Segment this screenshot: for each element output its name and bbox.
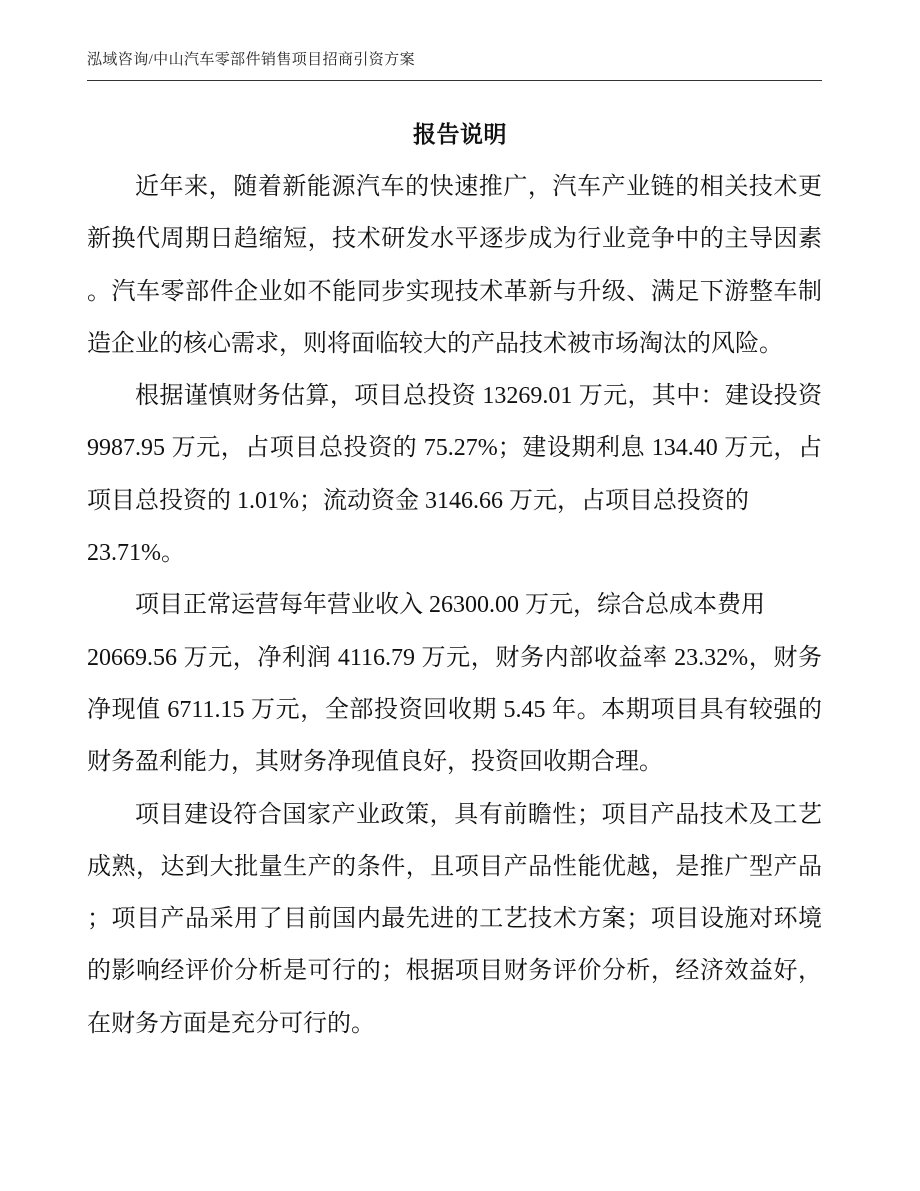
paragraph-line: 近年来，随着新能源汽车的快速推广，汽车产业链的相关技术更 — [135, 174, 822, 200]
paragraph-line: 成熟，达到大批量生产的条件，且项目产品性能优越，是推广型产品 — [87, 853, 822, 880]
paragraph-line: 造企业的核心需求，则将面临较大的产品技术被市场淘汰的风险。 — [87, 330, 783, 357]
section-title: 报告说明 — [413, 122, 507, 147]
paragraph-line: 。汽车零部件企业如不能同步实现技术革新与升级、满足下游整车制 — [87, 278, 822, 305]
paragraph-line: 9987.95 万元，占项目总投资的 75.27%；建设期利息 134.40 万元，占 — [87, 435, 822, 462]
paragraph-feasibility-conclusion — [87, 789, 822, 1050]
running-header: 泓域咨询/中山汽车零部件销售项目招商引资方案 — [87, 52, 415, 68]
paragraph-line: 的影响经评价分析是可行的；根据项目财务评价分析，经济效益好， — [87, 958, 822, 985]
paragraph-financial-returns — [87, 579, 822, 788]
paragraph-industry-background — [87, 161, 822, 370]
paragraph-line: 项目正常运营每年营业收入 26300.00 万元，综合总成本费用 — [135, 592, 765, 619]
paragraph-line: ；项目产品采用了目前国内最先进的工艺技术方案；项目设施对环境 — [87, 906, 822, 933]
paragraph-line: 财务盈利能力，其财务净现值良好，投资回收期合理。 — [87, 749, 663, 776]
paragraph-investment-estimate — [87, 370, 822, 579]
paragraph-line: 新换代周期日趋缩短，技术研发水平逐步成为行业竞争中的主导因素 — [87, 226, 822, 253]
paragraph-line: 净现值 6711.15 万元，全部投资回收期 5.45 年。本期项目具有较强的 — [87, 696, 822, 723]
paragraph-line: 在财务方面是充分可行的。 — [87, 1010, 375, 1037]
paragraph-line: 20669.56 万元，净利润 4116.79 万元，财务内部收益率 23.32%，财务 — [87, 644, 822, 671]
report-body — [87, 161, 822, 1050]
paragraph-line: 根据谨慎财务估算，项目总投资 13269.01 万元，其中：建设投资 — [135, 383, 822, 410]
paragraph-line: 项目建设符合国家产业政策，具有前瞻性；项目产品技术及工艺 — [135, 801, 822, 828]
header-divider — [87, 80, 822, 81]
paragraph-line: 23.71%。 — [87, 540, 185, 567]
paragraph-line: 项目总投资的 1.01%；流动资金 3146.66 万元，占项目总投资的 — [87, 487, 749, 514]
